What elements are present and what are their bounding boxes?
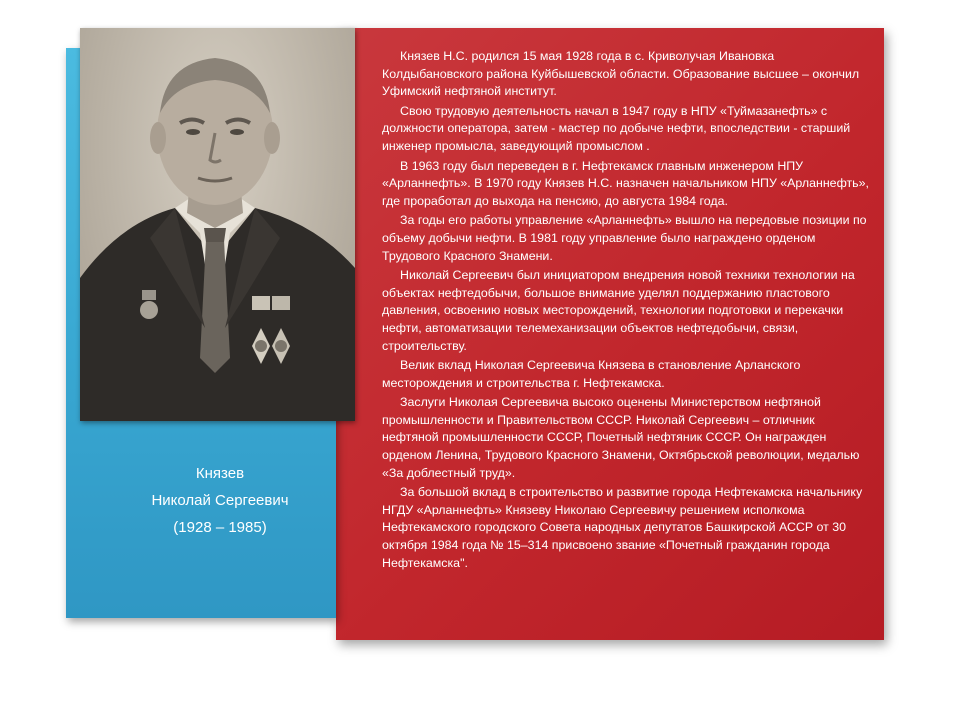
bio-paragraph-honorary-citizen: За большой вклад в строительство и развитие города Нефтекамска начальнику НГДУ «Арланнефть» Князеву Николаю Сергеевичу решением исполкома Нефтекамского городского Совета народных депутатов Башкирской АССР от 30 октября 1984 года № 15–314 присвоено звание «Почетный гражданин города Нефтекамска". — [382, 485, 863, 570]
person-first-patronymic: Николай Сергеевич — [151, 492, 289, 509]
bio-paragraph-career-start: Свою трудовую деятельность начал в 1947 году в НПУ «Туймазанефть» с должности оператора, затем - мастер по добыче нефти, впоследствии - старший инженер промысла, заведующий промыслом . — [382, 103, 851, 153]
bio-paragraph-achievements: За годы его работы управление «Арланнефть» вышло на передовые позиции по объему добычи нефти. В 1981 году управление было награждено орденом Трудового Красного Знамени. — [382, 213, 867, 263]
portrait-illustration — [80, 28, 355, 421]
person-surname: Князев — [195, 465, 245, 482]
person-name-block — [120, 460, 320, 541]
bio-paragraph-innovation: Николай Сергеевич был инициатором внедрения новой техники технологии на объектах нефтедобычи, большое внимание уделял поддержанию пластового давления, освоению новых месторождений, технологии подготовки и перекачки нефти, автоматизации телемеханизации объектов нефтедобычи, связи, строительству. — [382, 268, 855, 353]
bio-paragraph-birth: Князев Н.С. родился 15 мая 1928 года в с. Криволучая Ивановка Колдыбановского района Куйбышевской области. Образование высшее – окончил Уфимский нефтяной институт. — [382, 49, 860, 99]
person-life-years: (1928 – 1985) — [173, 519, 267, 536]
portrait-photo — [80, 28, 355, 421]
bio-paragraph-neftekamsk: В 1963 году был переведен в г. Нефтекамск главным инженером НПУ «Арланнефть». В 1970 году Князев Н.С. назначен начальником НПУ «Арланнефть», где проработал до выхода на пенсию, до августа 1984 года. — [382, 158, 869, 208]
bio-paragraph-awards: Заслуги Николая Сергеевича высоко оценены Министерством нефтяной промышленности и Правительством СССР. Николай Сергеевич – отличник нефтяной промышленности СССР, Почетный нефтяник СССР. Он награжден орденом Ленина, Трудового Красного Знамени, Октябрьской революции, медалью «За доблестный труд». — [382, 395, 860, 480]
biography-text — [382, 48, 874, 574]
bio-paragraph-contribution: Велик вклад Николая Сергеевича Князева в становление Арланского месторождения и строительства г. Нефтекамска. — [382, 358, 801, 390]
